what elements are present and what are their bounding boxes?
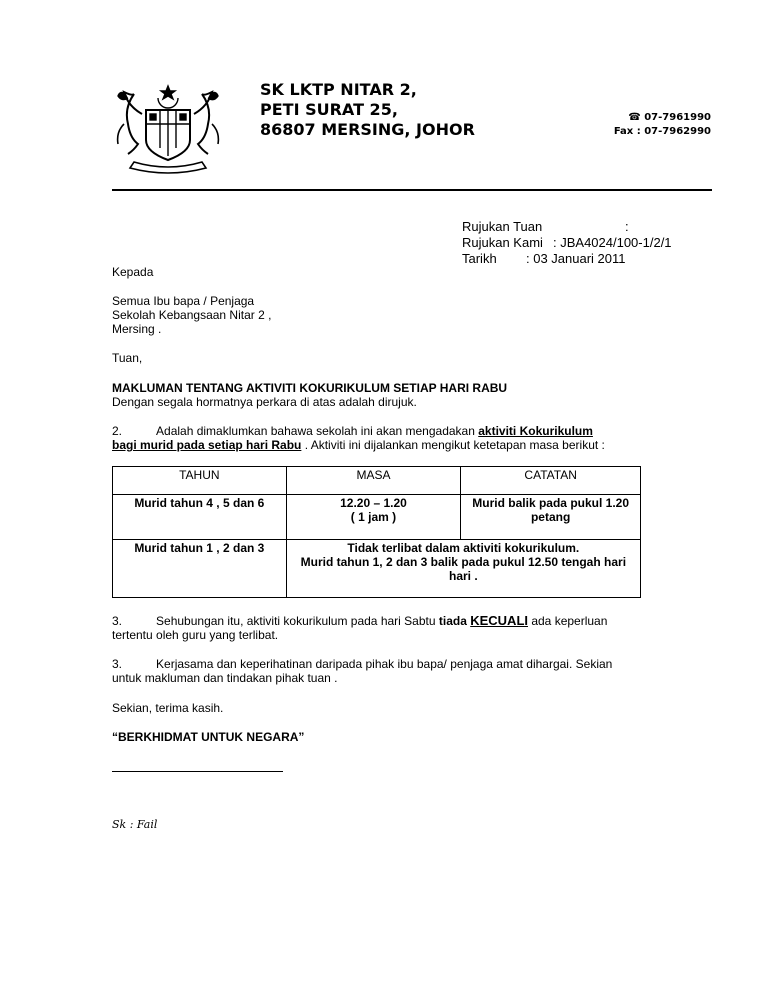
- phone-line: [614, 111, 711, 125]
- address-line-3: 86807 MERSING, JOHOR: [260, 120, 475, 139]
- ref-tarikh-value: : 03 Januari 2011: [526, 251, 626, 266]
- phone-number: 07-7961990: [644, 112, 711, 123]
- school-address: [260, 80, 475, 140]
- para2-text-1: Adalah dimaklumkan bahawa sekolah ini akan mengadakan: [156, 424, 479, 438]
- para2-text-2: . Aktiviti ini dijalankan mengikut ketetapan masa berikut :: [301, 438, 605, 452]
- paragraph-3a: [112, 614, 717, 642]
- sk-fail: Sk : Fail: [112, 818, 158, 831]
- table-row: [113, 495, 641, 540]
- ref-kami-value: : JBA4024/100-1/2/1: [553, 235, 672, 250]
- para3a-bold-kecuali: KECUALI: [470, 613, 528, 628]
- row2-merged-note: [286, 540, 640, 598]
- recipient-line-1: Semua Ibu bapa / Penjaga: [112, 294, 255, 308]
- subject-title: MAKLUMAN TENTANG AKTIVITI KOKURIKULUM SETIAP HARI RABU: [112, 381, 508, 395]
- recipient-address: [112, 294, 717, 336]
- para3b-number: 3.: [112, 657, 123, 671]
- header-catatan: CATATAN: [461, 467, 641, 495]
- kepada-label: Kepada: [112, 265, 154, 279]
- row1-masa-time: 12.20 – 1.20: [340, 496, 407, 510]
- address-line-2: PETI SURAT 25,: [260, 100, 398, 119]
- para2-number: 2.: [112, 424, 123, 438]
- para3b-line-2: untuk makluman dan tindakan pihak tuan .: [112, 671, 338, 685]
- row2-note-line-3: hari .: [448, 569, 478, 583]
- row1-tahun: Murid tahun 4 , 5 dan 6: [113, 495, 287, 540]
- ref-tarikh-label: Tarikh: [462, 251, 497, 266]
- table-header-row: [113, 467, 641, 495]
- recipient-line-3: Mersing .: [112, 322, 162, 336]
- telephone-icon: ☎: [628, 112, 641, 123]
- signature-line: [112, 771, 283, 772]
- row1-masa: [286, 495, 461, 540]
- para2-emphasis-1: aktiviti Kokurikulum: [478, 424, 593, 438]
- paragraph-3b: [112, 657, 717, 685]
- header-masa: MASA: [286, 467, 461, 495]
- ref-tuan-value: :: [625, 219, 629, 234]
- schedule-table: [112, 466, 641, 598]
- contact-block: [614, 111, 711, 139]
- para3a-line-2: tertentu oleh guru yang terlibat.: [112, 628, 279, 642]
- subject-line: Dengan segala hormatnya perkara di atas adalah dirujuk.: [112, 395, 417, 409]
- row2-note-line-2: Murid tahun 1, 2 dan 3 balik pada pukul 12.50 tengah hari: [300, 555, 627, 569]
- row1-catatan-line-1: Murid balik pada pukul 1.20: [472, 496, 629, 510]
- para3b-text-1: Kerjasama dan keperihatinan daripada pihak ibu bapa/ penjaga amat dihargai. Sekian: [156, 657, 613, 671]
- table-row: [113, 540, 641, 598]
- row2-note-line-1: Tidak terlibat dalam aktiviti kokurikulum.: [347, 541, 580, 555]
- para3a-text-2: ada keperluan: [528, 614, 608, 628]
- coat-of-arms-emblem: [112, 84, 224, 174]
- header-tahun: TAHUN: [113, 467, 287, 495]
- row2-tahun: Murid tahun 1 , 2 dan 3: [113, 540, 287, 598]
- header-divider: [112, 189, 712, 191]
- row1-masa-duration: ( 1 jam ): [350, 510, 397, 524]
- closing-thanks: Sekian, terima kasih.: [112, 701, 224, 715]
- para3a-number: 3.: [112, 614, 123, 628]
- row1-catatan: [461, 495, 641, 540]
- recipient-line-2: Sekolah Kebangsaan Nitar 2 ,: [112, 308, 272, 322]
- paragraph-2: [112, 424, 717, 452]
- motto: “BERKHIDMAT UNTUK NEGARA”: [112, 730, 305, 744]
- address-line-1: SK LKTP NITAR 2,: [260, 80, 417, 99]
- ref-tuan-label: Rujukan Tuan: [462, 219, 543, 234]
- fax-line: Fax : 07-7962990: [613, 126, 711, 137]
- para3a-text-1: Sehubungan itu, aktiviti kokurikulum pada hari Sabtu: [156, 614, 439, 628]
- row1-catatan-line-2: petang: [530, 510, 571, 524]
- salutation: Tuan,: [112, 351, 143, 365]
- ref-kami-label: Rujukan Kami: [462, 235, 543, 250]
- para2-emphasis-2: bagi murid pada setiap hari Rabu: [112, 438, 302, 452]
- para3a-bold-tiada: tiada: [438, 614, 467, 628]
